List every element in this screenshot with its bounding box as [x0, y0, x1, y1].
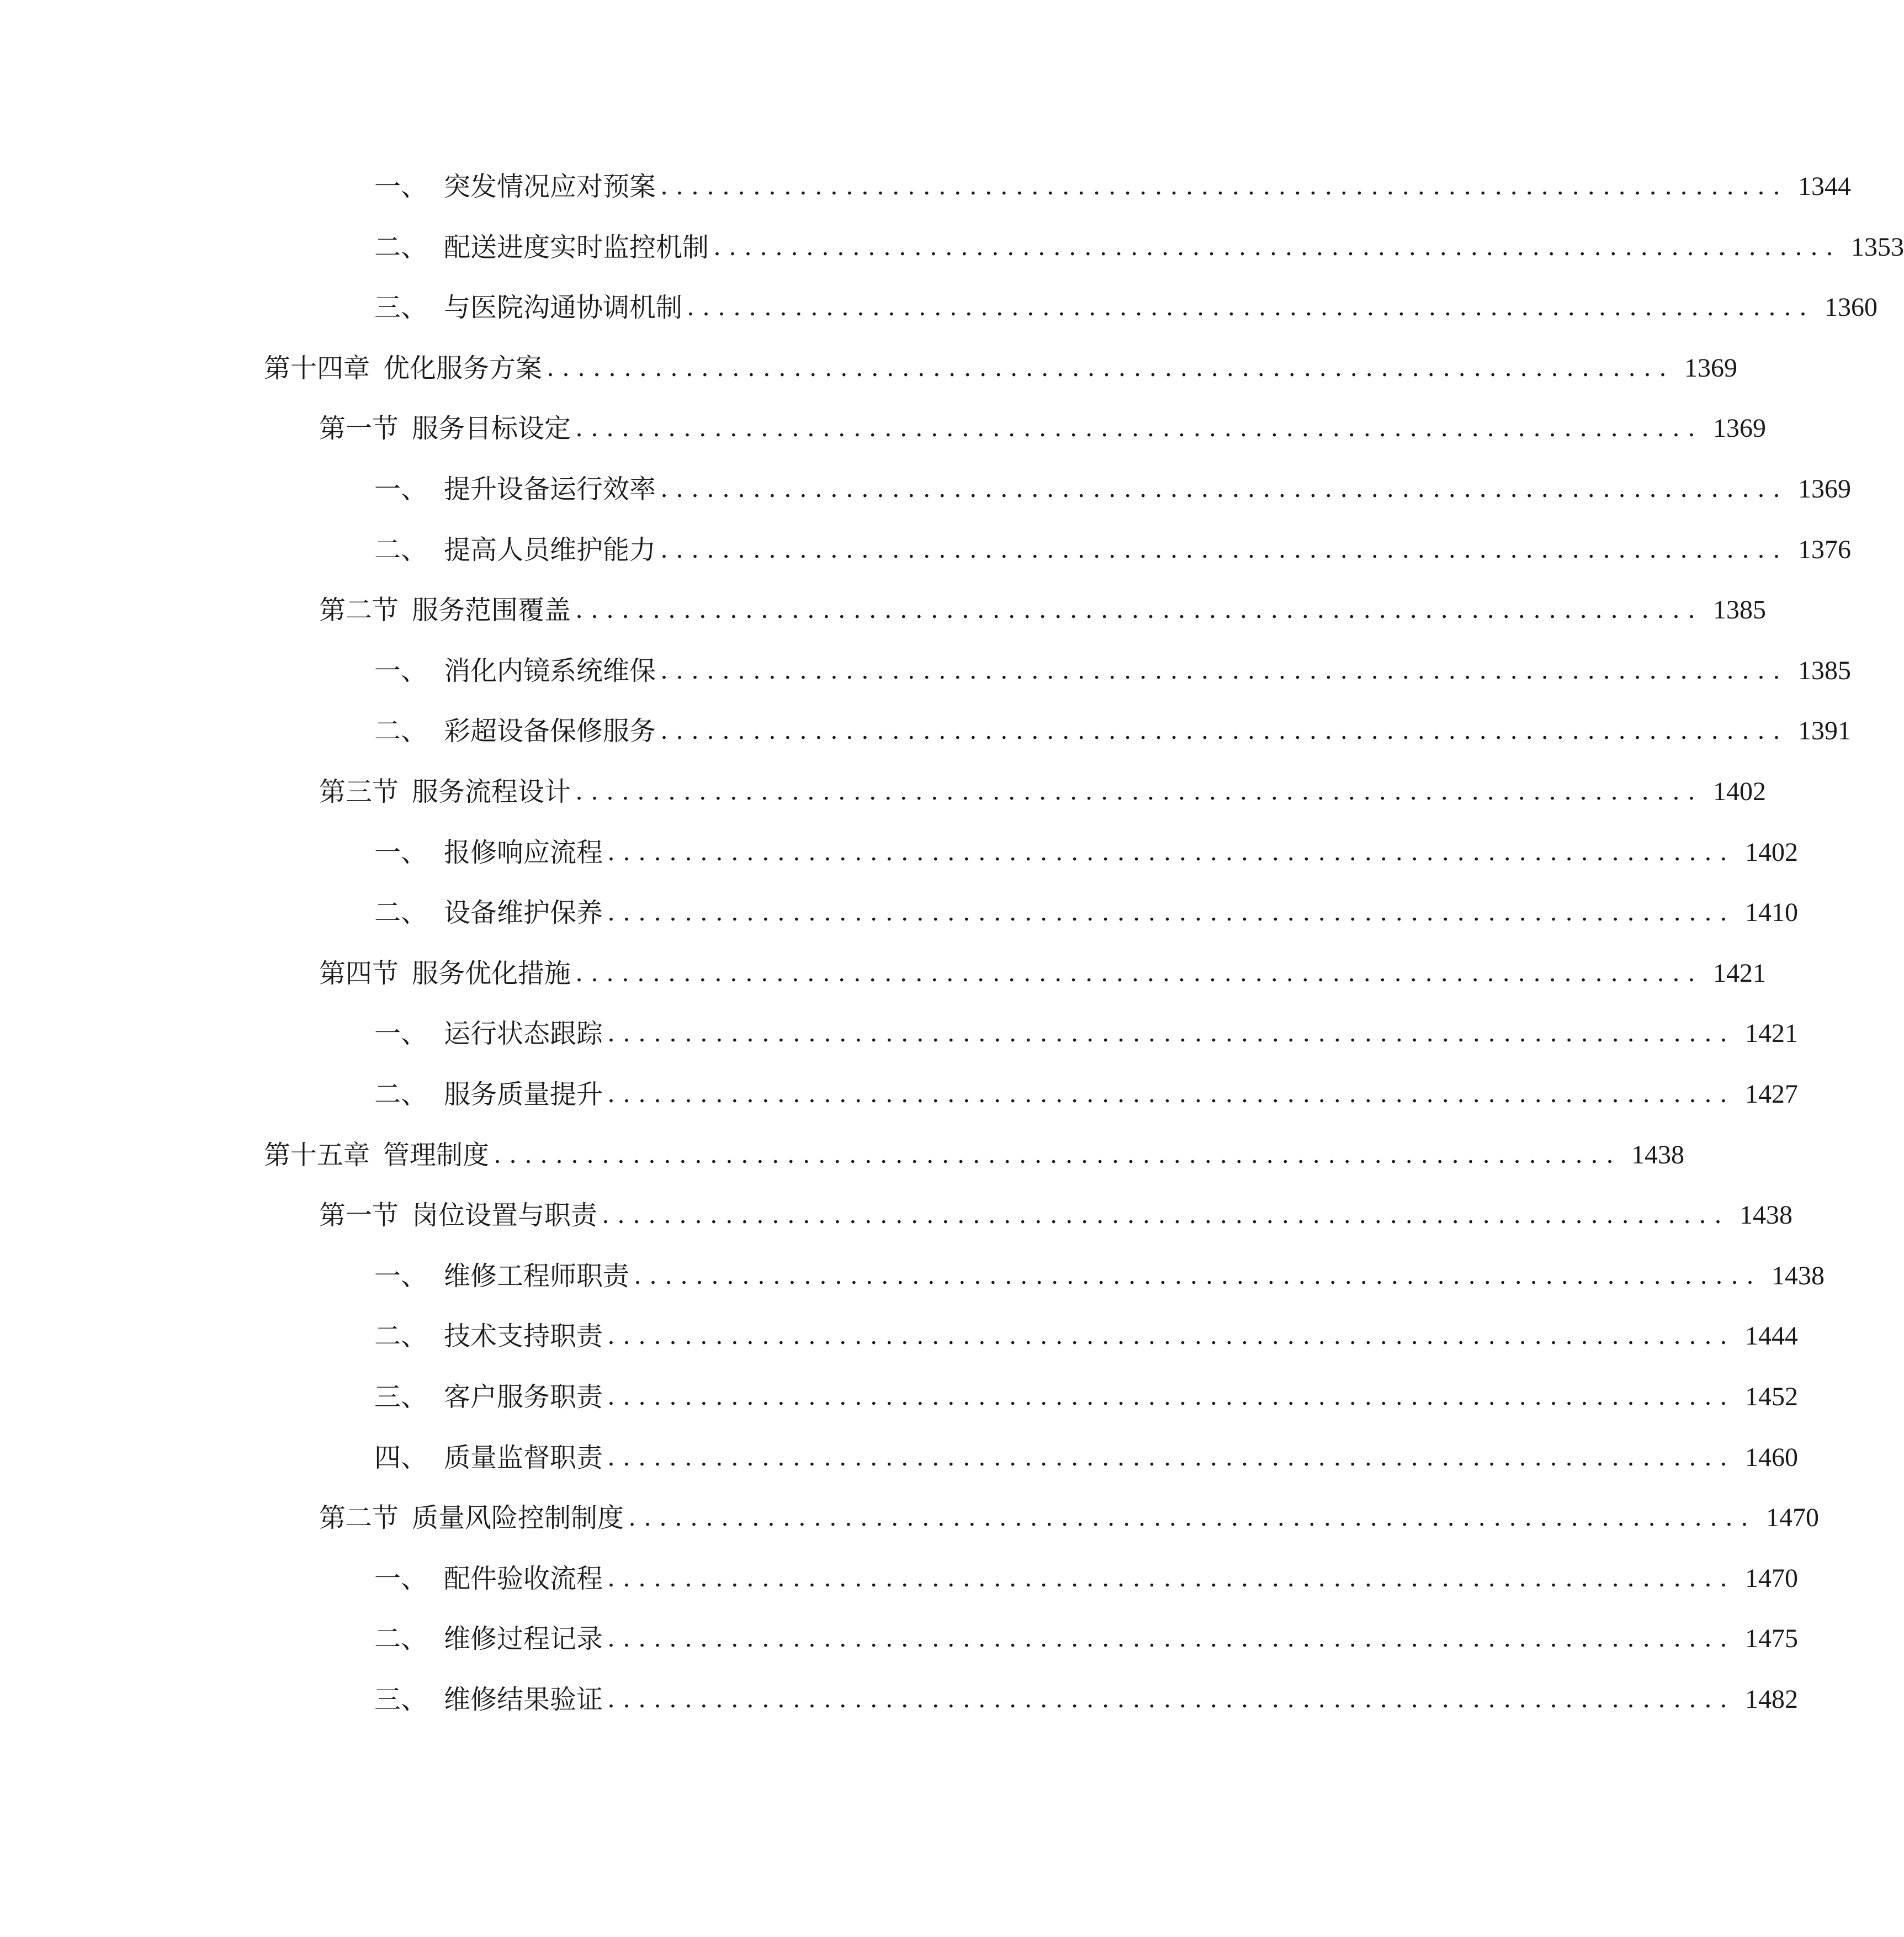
toc-entry-section[interactable] [319, 585, 1767, 635]
toc-entry-title: 管理制度 [383, 1139, 490, 1171]
toc-dot-leader: ......................................................................... [547, 353, 1675, 382]
toc-entry-page-number: 1402 [1713, 777, 1767, 806]
toc-dot-leader: ......................................................................... [494, 1140, 1622, 1169]
toc-entry-title: 彩超设备保修服务 [444, 716, 656, 747]
toc-entry-title: 提升设备运行效率 [444, 474, 656, 505]
toc-entry-page-number: 1438 [1631, 1140, 1685, 1169]
toc-entry-number: 第二节 [319, 595, 399, 626]
toc-dot-leader: ......................................................................... [628, 1504, 1757, 1532]
toc-entry-page-number: 1385 [1798, 655, 1852, 685]
toc-entry-page-number: 1391 [1798, 716, 1852, 746]
toc-entry-item[interactable] [374, 706, 1852, 756]
toc-entry-number: 三、 [374, 1684, 428, 1715]
toc-dot-leader: ......................................................................... [607, 1019, 1736, 1048]
toc-dot-leader: ......................................................................... [687, 293, 1815, 322]
toc-entry-title: 维修结果验证 [444, 1684, 603, 1715]
toc-entry-page-number: 1421 [1713, 958, 1767, 988]
toc-entry-title: 突发情况应对预案 [444, 171, 656, 202]
toc-entry-title: 服务目标设定 [412, 413, 571, 444]
toc-entry-item[interactable] [374, 283, 1878, 332]
toc-entry-page-number: 1438 [1739, 1200, 1793, 1230]
toc-entry-number: 三、 [374, 292, 428, 324]
toc-entry-item[interactable] [374, 1614, 1799, 1664]
toc-entry-item[interactable] [374, 646, 1852, 696]
toc-entry-number: 第二节 [319, 1502, 399, 1534]
toc-entry-title: 优化服务方案 [383, 352, 543, 384]
toc-dot-leader: ......................................................................... [575, 414, 1704, 443]
toc-entry-chapter[interactable] [264, 1130, 1685, 1180]
toc-entry-title: 与医院沟通协调机制 [444, 292, 683, 324]
toc-entry-title: 质量监督职责 [444, 1442, 603, 1473]
toc-entry-item[interactable] [374, 1251, 1825, 1301]
toc-entry-item[interactable] [374, 1372, 1799, 1422]
toc-dot-leader: ......................................................................... [660, 656, 1789, 685]
toc-dot-leader: ......................................................................... [607, 1564, 1736, 1592]
toc-dot-leader: ......................................................................... [660, 172, 1789, 200]
toc-entry-section[interactable] [319, 1493, 1820, 1543]
toc-entry-number: 二、 [374, 534, 428, 565]
toc-entry-page-number: 1369 [1798, 474, 1852, 504]
toc-entry-page-number: 1460 [1745, 1442, 1799, 1472]
toc-entry-number: 第三节 [319, 776, 399, 807]
toc-entry-title: 报修响应流程 [444, 837, 603, 868]
toc-entry-number: 第一节 [319, 1200, 399, 1231]
toc-dot-leader: ......................................................................... [607, 1443, 1736, 1472]
toc-dot-leader: ......................................................................... [607, 1080, 1736, 1108]
toc-entry-title: 消化内镜系统维保 [444, 655, 656, 686]
toc-entry-item[interactable] [374, 525, 1852, 575]
toc-entry-item[interactable] [374, 464, 1852, 514]
toc-dot-leader: ......................................................................... [602, 1201, 1730, 1230]
toc-entry-number: 一、 [374, 171, 428, 202]
toc-entry-item[interactable] [374, 162, 1852, 211]
toc-entry-page-number: 1475 [1745, 1624, 1799, 1654]
toc-entry-section[interactable] [319, 949, 1767, 998]
toc-entry-item[interactable] [374, 223, 1904, 272]
toc-entry-page-number: 1385 [1713, 595, 1767, 625]
toc-entry-item[interactable] [374, 1311, 1799, 1361]
toc-entry-number: 一、 [374, 1563, 428, 1594]
toc-dot-leader: ......................................................................... [575, 959, 1704, 987]
toc-entry-number: 一、 [374, 837, 428, 868]
toc-entry-page-number: 1452 [1745, 1382, 1799, 1411]
toc-entry-page-number: 1376 [1798, 534, 1852, 564]
toc-entry-item[interactable] [374, 1009, 1799, 1059]
toc-entry-item[interactable] [374, 1675, 1799, 1724]
toc-entry-title: 客户服务职责 [444, 1382, 603, 1412]
toc-dot-leader: ......................................................................... [575, 596, 1704, 625]
toc-entry-page-number: 1438 [1772, 1261, 1825, 1290]
toc-entry-page-number: 1470 [1745, 1563, 1799, 1593]
toc-entry-number: 一、 [374, 1018, 428, 1050]
toc-entry-number: 二、 [374, 1321, 428, 1352]
toc-entry-number: 四、 [374, 1442, 428, 1473]
toc-dot-leader: ......................................................................... [607, 898, 1736, 927]
toc-entry-title: 质量风险控制制度 [412, 1502, 624, 1534]
toc-entry-item[interactable] [374, 1433, 1799, 1483]
toc-entry-page-number: 1470 [1766, 1503, 1820, 1533]
toc-entry-number: 第一节 [319, 413, 399, 444]
toc-entry-chapter[interactable] [264, 343, 1738, 393]
toc-entry-title: 运行状态跟踪 [444, 1018, 603, 1050]
toc-entry-item[interactable] [374, 1070, 1799, 1119]
toc-entry-number: 三、 [374, 1382, 428, 1412]
toc-entry-item[interactable] [374, 888, 1799, 938]
toc-dot-leader: ......................................................................... [634, 1261, 1762, 1290]
toc-entry-page-number: 1421 [1745, 1019, 1799, 1049]
toc-entry-page-number: 1369 [1684, 353, 1738, 383]
toc-entry-page-number: 1444 [1745, 1321, 1799, 1351]
toc-entry-title: 配件验收流程 [444, 1563, 603, 1594]
toc-entry-title: 岗位设置与职责 [412, 1200, 598, 1231]
toc-entry-title: 维修过程记录 [444, 1623, 603, 1655]
toc-entry-number: 一、 [374, 1260, 428, 1292]
toc-entry-section[interactable] [319, 1190, 1793, 1240]
toc-entry-page-number: 1410 [1745, 898, 1799, 928]
toc-entry-number: 二、 [374, 1079, 428, 1110]
toc-entry-number: 二、 [374, 1623, 428, 1655]
toc-entry-title: 服务范围覆盖 [412, 595, 571, 626]
toc-dot-leader: ......................................................................... [575, 777, 1704, 806]
toc-entry-page-number: 1369 [1713, 414, 1767, 443]
toc-dot-leader: ......................................................................... [660, 717, 1789, 745]
toc-entry-title: 维修工程师职责 [444, 1260, 630, 1292]
toc-entry-item[interactable] [374, 828, 1799, 877]
toc-dot-leader: ......................................................................... [607, 1383, 1736, 1411]
toc-entry-number: 一、 [374, 655, 428, 686]
toc-entry-number: 第十五章 [264, 1139, 370, 1171]
toc-entry-title: 服务流程设计 [412, 776, 571, 807]
toc-entry-title: 服务优化措施 [412, 957, 571, 989]
toc-entry-number: 二、 [374, 716, 428, 747]
toc-dot-leader: ......................................................................... [607, 838, 1736, 866]
toc-entry-number: 第四节 [319, 957, 399, 989]
toc-entry-number: 一、 [374, 474, 428, 505]
toc-entry-page-number: 1353 [1851, 232, 1904, 262]
toc-dot-leader: ......................................................................... [660, 475, 1789, 503]
toc-entry-title: 提高人员维护能力 [444, 534, 656, 565]
toc-entry-section[interactable] [319, 767, 1767, 817]
toc-entry-page-number: 1344 [1798, 172, 1852, 201]
toc-entry-number: 二、 [374, 231, 428, 263]
toc-dot-leader: ......................................................................... [607, 1322, 1736, 1351]
toc-entry-title: 配送进度实时监控机制 [444, 231, 709, 263]
toc-dot-leader: ......................................................................... [607, 1624, 1736, 1653]
toc-entry-page-number: 1482 [1745, 1685, 1799, 1714]
toc-entry-item[interactable] [374, 1554, 1799, 1603]
toc-entry-title: 服务质量提升 [444, 1079, 603, 1110]
toc-dot-leader: ......................................................................... [660, 535, 1789, 564]
toc-entry-page-number: 1427 [1745, 1079, 1799, 1109]
toc-dot-leader: ......................................................................... [713, 232, 1842, 261]
toc-entry-title: 技术支持职责 [444, 1321, 603, 1352]
toc-entry-number: 二、 [374, 897, 428, 929]
toc-entry-page-number: 1402 [1745, 837, 1799, 867]
toc-entry-page-number: 1360 [1825, 293, 1878, 322]
toc-entry-section[interactable] [319, 404, 1767, 453]
toc-entry-title: 设备维护保养 [444, 897, 603, 929]
toc-entry-number: 第十四章 [264, 352, 370, 384]
toc-dot-leader: ......................................................................... [607, 1685, 1736, 1713]
